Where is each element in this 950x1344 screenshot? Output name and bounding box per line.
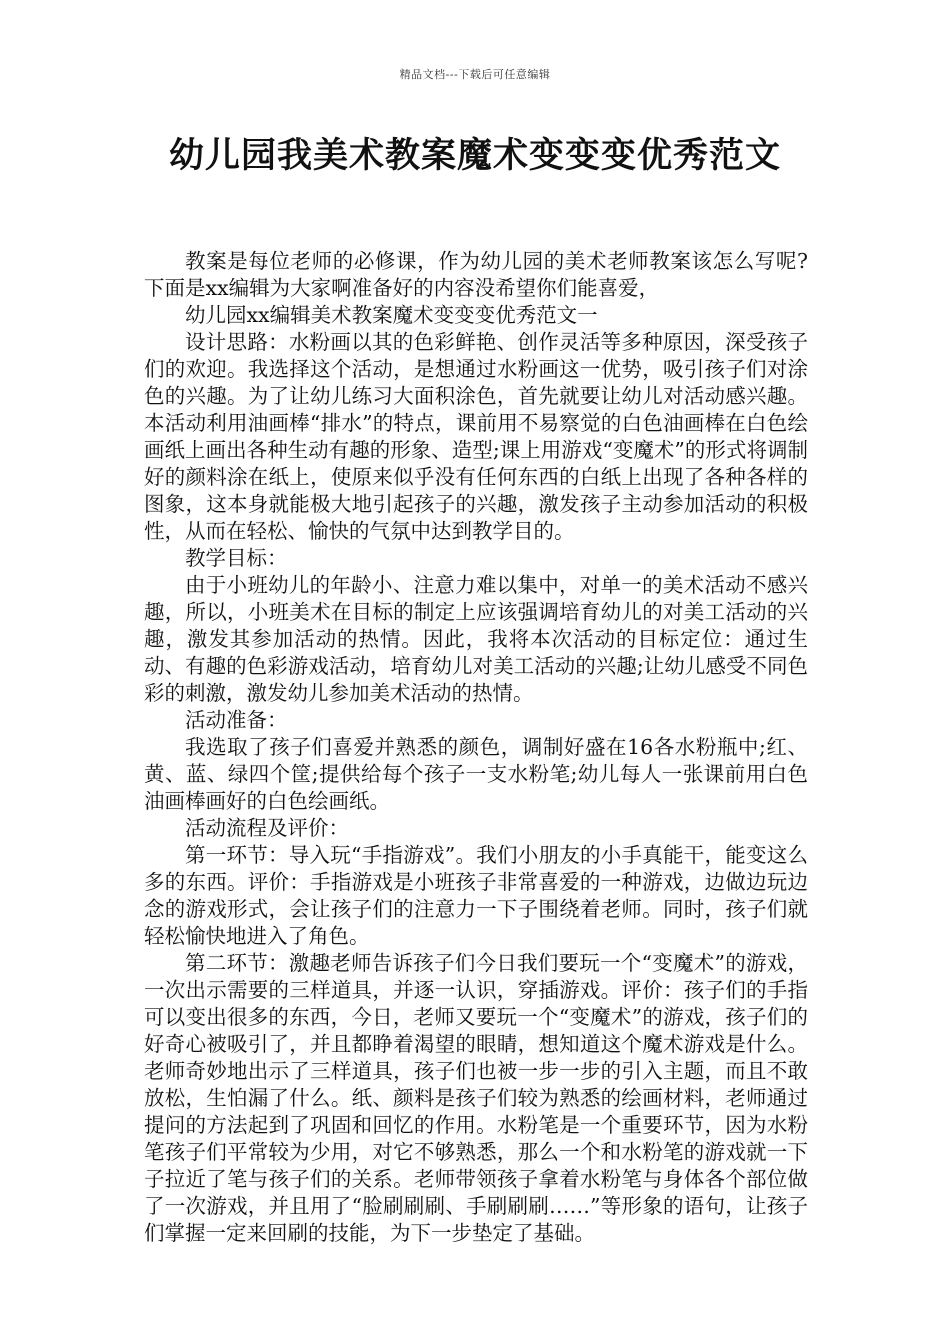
- paragraph-step-one: 第一环节：导入玩“手指游戏”。我们小朋友的小手真能干，能变这么多的东西。评价：手指游戏是小班孩子非常喜爱的一种游戏，边做边玩边念的游戏形式，会让孩子们的注意力一下子围绕着老师。同时，孩子们就轻松愉快地进入了角色。: [144, 843, 808, 948]
- header-note: 精品文档---下载后可任意编辑: [399, 68, 551, 81]
- paragraph-design-idea: 设计思路：水粉画以其的色彩鲜艳、创作灵活等多种原因，深受孩子们的欢迎。我选择这个活动，是想通过水粉画这一优势，吸引孩子们对涂色的兴趣。为了让幼儿练习大面积涂色，首先就要让幼儿对活动感兴趣。本活动利用油画棒“排水”的特点，课前用不易察觉的白色油画棒在白色绘画纸上画出各种生动有趣的形象、造型;课上用游戏“变魔术”的形式将调制好的颜料涂在纸上，使原来似乎没有任何东西的白纸上出现了各种各样的图象，这本身就能极大地引起孩子的兴趣，激发孩子主动参加活动的积极性，从而在轻松、愉快的气氛中达到教学目的。: [144, 330, 808, 543]
- paragraph-flow-heading: 活动流程及评价：: [185, 816, 349, 840]
- paragraph-goals: 由于小班幼儿的年龄小、注意力难以集中，对单一的美术活动不感兴趣，所以，小班美术在目标的制定上应该强调培育幼儿的对美工活动的兴趣，激发其参加活动的热情。因此，我将本次活动的目标定位：通过生动、有趣的色彩游戏活动，培育幼儿对美工活动的兴趣;让幼儿感受不同色彩的刺激，激发幼儿参加美术活动的热情。: [144, 573, 808, 705]
- paragraph-prep-heading: 活动准备：: [185, 708, 288, 732]
- document-body: [144, 248, 808, 1247]
- paragraph-goals-heading: 教学目标：: [185, 546, 288, 570]
- page-title: 幼儿园我美术教案魔术变变变优秀范文: [168, 135, 781, 176]
- paragraph-subtitle: 幼儿园xx编辑美术教案魔术变变变优秀范文一: [185, 303, 598, 327]
- paragraph-intro: 教案是每位老师的必修课，作为幼儿园的美术老师教案该怎么写呢?下面是xx编辑为大家啊准备好的内容没希望你们能喜爱，: [144, 249, 808, 300]
- paragraph-prep: 我选取了孩子们喜爱并熟悉的颜色，调制好盛在16各水粉瓶中;红、黄、蓝、绿四个筐;提供给每个孩子一支水粉笔;幼儿每人一张课前用白色油画棒画好的白色绘画纸。: [144, 735, 808, 813]
- paragraph-step-two: 第二环节：激趣老师告诉孩子们今日我们要玩一个“变魔术”的游戏，一次出示需要的三样道具，并逐一认识，穿插游戏。评价：孩子们的手指可以变出很多的东西，今日，老师又要玩一个“变魔术”的游戏，孩子们的好奇心被吸引了，并且都睁着渴望的眼睛，想知道这个魔术游戏是什么。老师奇妙地出示了三样道具，孩子们也被一步一步的引入主题，而且不敢放松，生怕漏了什么。纸、颜料是孩子们较为熟悉的绘画材料，老师通过提问的方法起到了巩固和回忆的作用。水粉笔是一个重要环节，因为水粉笔孩子们平常较为少用，对它不够熟悉，那么一个和水粉笔的游戏就一下子拉近了笔与孩子们的关系。老师带领孩子拿着水粉笔与身体各个部位做了一次游戏，并且用了“脸刷刷刷、手刷刷刷……”等形象的语句，让孩子们掌握一定来回刷的技能，为下一步垫定了基础。: [144, 951, 808, 1245]
